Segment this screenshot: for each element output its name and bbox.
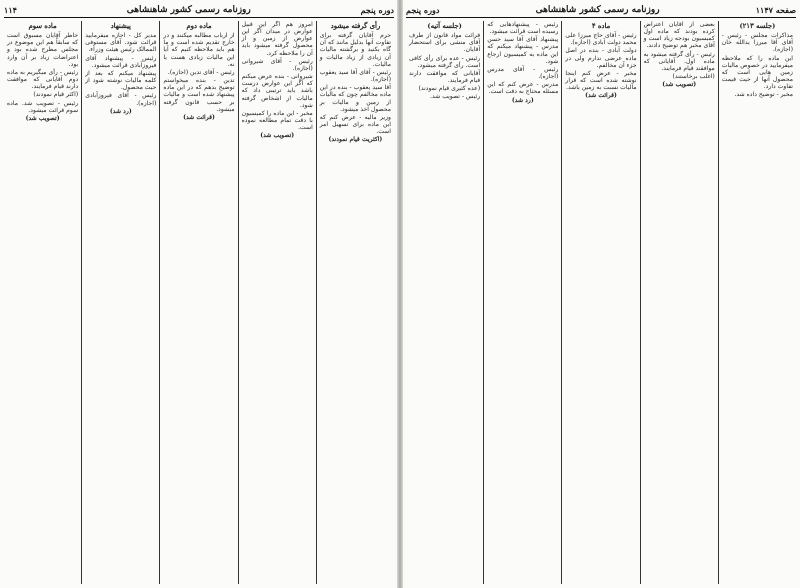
paragraph: (عده کثیری قیام نمودند) [418,85,481,93]
paragraph: رئیس - تصویب شد. [430,93,481,101]
header-left: دوره پنجم [406,5,440,15]
paragraph: دولت آبادی - بنده در اصل ماده عرضی ندارم ولی در جزء آن مخالفم. [565,47,637,69]
text-column [718,21,796,584]
text-column [561,21,639,584]
vote-result: (تصویب شد) [260,132,295,140]
text-column [4,21,81,584]
page-number: ۱۱۴ [4,5,17,15]
paragraph: رئیس - رأی میگیریم به ماده دوم آقایانی که موافقت دارند قیام فرمایند. [6,68,79,91]
paragraph: مخبر - این ماده را کمیسیون با دقت تمام مطالعه نموده است. [241,109,313,132]
header-right: دوره پنجم [360,5,394,15]
left-page [0,0,398,588]
paragraph: (اغلب برخاستند) [672,73,715,81]
text-column [81,21,159,584]
paragraph: آقایانی که موافقت دارند قیام فرمایند. [408,69,481,85]
text-column [483,21,561,584]
column-heading: رأی گرفته میشود [330,22,381,30]
paragraph: رئیس - آقای حاج میرزا علی محمد دولت آبادی (اجازه). [565,32,637,47]
columns [406,21,796,584]
text-column [406,21,483,584]
paragraph: قرائت مواد قانون از طرف آقای منشی برای استحضار آقایان. [408,32,481,54]
header-title: روزنامه رسمی کشور شاهنشاهی [535,5,660,15]
header-title: روزنامه رسمی کشور شاهنشاهی [126,5,251,15]
paragraph: (اکثر قیام نمودند) [33,91,79,99]
paragraph: این ماده را که ملاحظه میفرمایید در خصوص مالیات زمین هایی است که محصول آنها از حیث قیمت تفاوت دارد. [721,54,793,91]
column-heading: پیشنهاد [110,22,131,30]
paragraph: رئیس - آقای شیروانی (اجازه). [241,57,313,72]
text-column [316,21,394,584]
paragraph: از ارباب مطالبه میکنند و در خارج تقدیم شده است و ما هم باید ملاحظه کنیم که آیا این مالیات زیادی هست یا نه. [163,32,235,68]
column-heading: ماده سوم [28,22,57,30]
paragraph: امروز هم اگر این قبیل عوارض در میدان اگر این عوارض از زمین و از محصول گرفته میشود باید آن را ملاحظه کرد. [241,21,313,57]
paragraph: آقا سید یعقوب - بنده در این ماده مخالفم چون که مالیات از زمین و مالیات بر محصول اخذ میشود. [319,84,391,113]
paragraph: پیشنهاد میکنم که بعد از کلمه مالیات نوشته شود از حیث محصول. [85,69,157,92]
column-heading: ماده ۴ [591,22,611,30]
text-column [640,21,718,584]
page-header [4,3,394,18]
vote-result: (رد شد) [511,96,534,104]
paragraph: مذاکرات مجلس - رئیس - آقای آقا میرزا یدالله خان (اجازه). [721,32,793,54]
paragraph: تدین - بنده میخواستم توضیح بدهم که در این ماده پیشنهاد شده است و مالیات بر حسب قانون گرفته میشود. [163,77,235,113]
paragraph: رئیس - آقای مدرس (اجازه). [487,65,559,81]
paragraph: شیروانی - بنده عرض میکنم که اگر این عوارض درست باشد باید ترتیبی داد که مالیات از اشخاص گرفته شود. [241,73,313,109]
paragraph: رئیس - آقای تدین (اجازه). [167,68,235,76]
vote-result: (اکثریت قیام نمودند) [328,136,383,144]
vote-result: (تصویب شد) [662,81,697,89]
column-heading: ماده دوم [186,22,212,30]
paragraph: حرم آقایان گرفته برای تفاوت آنها بدلیل مانند که آن گاه بکنید و برگشته مالیات آن زیادی از زیاد مالیات و مالیات. [319,32,391,68]
page-header [406,3,796,18]
paragraph: مخبر - توضیح داده شد. [734,91,793,99]
paragraph: رئیس - عده برای رأی کافی است. رأی گرفته میشود. [408,54,481,69]
column-heading: (جلسه ۲۱۳) [739,22,776,30]
paragraph: خاطر آقایان مسبوق است که سابقاً هم این موضوع در مجلس مطرح شده بود و اعتراضات زیاد بر آن وارد بود. [6,32,79,68]
paragraph: رئیس - پیشنهادهایی که رسیده است قرائت میشود. [487,21,559,36]
paragraph: مدیر کل - اجازه میفرمایید قرائت شود. آقای مستوفی الممالک رئیس هیئت وزراء. [85,32,157,54]
right-page [402,0,800,588]
page-number: صفحه ۱۱۴۷ [755,5,796,15]
paragraph: رئیس - تصویب شد. ماده سوم قرائت میشود. [6,99,79,114]
paragraph: وزیر مالیه - عرض کنم که این ماده برای تسهیل امر است. [319,113,391,136]
vote-result: (رد شد) [109,107,132,115]
paragraph: پیشنهاد آقای آقا سید حسن مدرس - پیشنهاد میکنم که این ماده به کمیسیون ارجاع شود. [487,36,559,65]
vote-result: (قرائت شد) [183,113,215,121]
text-column [159,21,237,584]
paragraph: رئیس - آقای فیروزآبادی (اجازه). [85,92,157,107]
vote-result: (قرائت شد) [585,92,617,100]
paragraph: مخبر - عرض کنم اینجا نوشته شده است که قرار مالیات نسبت به زمین باشد. [565,69,637,92]
paragraph: رئیس - پیشنهاد آقای فیروزآبادی قرائت میشود. [85,54,157,69]
column-heading: (جلسه آتیه) [427,22,462,30]
paragraph: مدرس - عرض کنم که این مسئله محتاج به دقت است. [487,81,559,96]
text-column [238,21,316,584]
paragraph: رئیس - رأی گرفته میشود به ماده اول. آقایانی که موافقند قیام فرمایند. [643,50,715,72]
paragraph: رئیس - آقای آقا سید یعقوب (اجازه). [319,68,391,84]
columns [4,21,394,584]
vote-result: (تصویب شد) [25,114,60,122]
paragraph: بعضی از آقایان اعتراض کرده بودند که ماده اول کمیسیون بودجه زیاد است و آقای مخبر هم توضیح دادند. [643,21,715,50]
